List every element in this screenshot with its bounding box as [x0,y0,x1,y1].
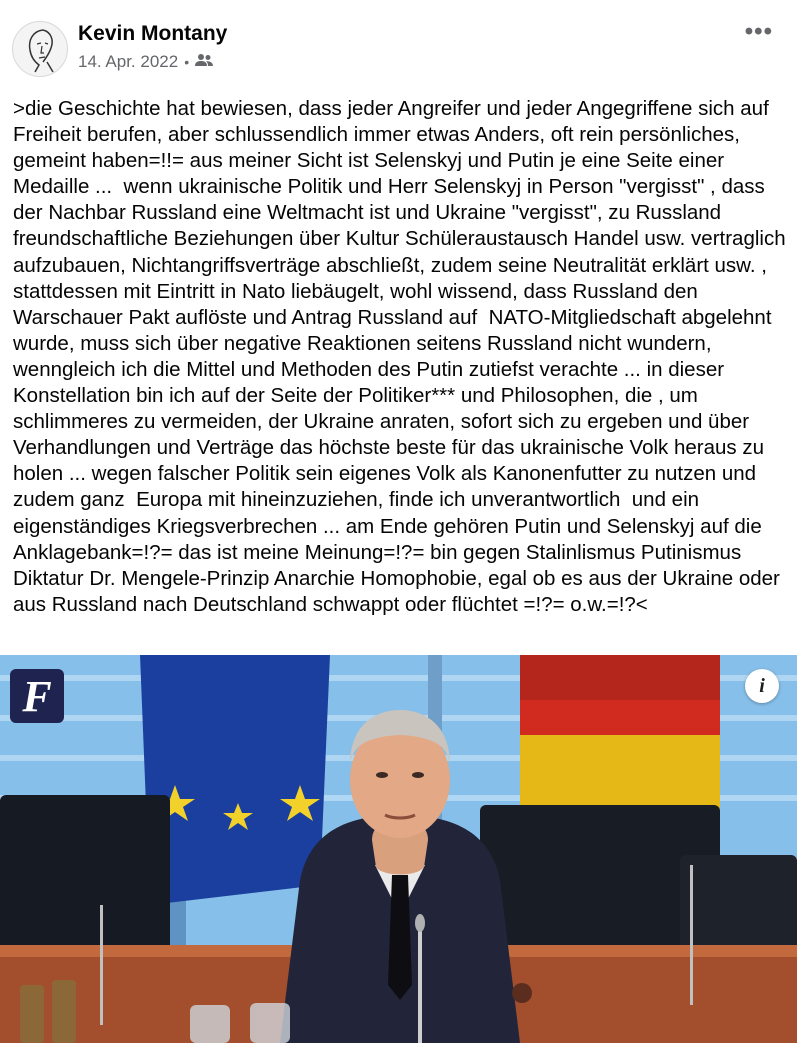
publisher-logo[interactable]: F [10,669,64,723]
avatar[interactable] [12,21,68,77]
more-options-button[interactable]: ••• [744,18,773,45]
meta-separator: • [184,54,190,70]
post-header [0,0,797,100]
friends-icon[interactable] [195,52,213,72]
post-text: >die Geschichte hat bewiesen, dass jeder Angreifer und jeder Angegriffene sich auf Freiheit berufen, aber schlussendlich immer etwas Anders, oft rein persönliches, gemeint haben=!!= aus meiner Sicht ist Selenskyj und Putin je eine Seite einer Medaille ... wenn ukrainische Politik und Herr Selenskyj in Person "vergisst" , dass der Nachbar Russland eine Weltmacht ist und Ukraine "vergisst", zu Russland freundschaftliche Beziehungen über Kultur Schüleraustausch Handel usw. vertraglich aufzubauen, Nichtangriffsverträge abschließt, zudem seine Neutralität erklärt usw. , stattdessen mit Eintritt in Nato liebäugelt, wohl wissend, dass Russland den Warschauer Pakt auflöste und Antrag Russland auf NATO-Mitgliedschaft abgelehnt wurde, muss sich über negative Reaktionen seitens Russland nicht wundern, wenngleich ich die Mittel und Methoden des Putin zutiefst verachte ... in dieser Konstellation bin ich auf der Seite der Politiker*** und Philosophen, die , um schlimmeres zu vermeiden, der Ukraine anraten, sofort sich zu ergeben und über Verhandlungen und Verträge das höchste beste für das ukrainische Volk heraus zu holen ... wegen falscher Politik sein eigenes Volk als Kanonenfutter zu nutzen und zudem ganz Europa mit hineinzuziehen, finde ich unverantwortlich und ein eigenständiges Kriegsverbrechen ... am Ende gehören Putin und Selenskyj auf die Anklagebank=!?= das ist meine Meinung=!?= bin gegen Stalinlismus Putinismus Diktatur Dr. Mengele-Prinzip Anarchie Homophobie, egal ob es aus der Ukraine oder aus Russland nach Deutschland schwappt oder flüchtet =!?= o.w.=!?< [13,97,792,616]
author-name[interactable]: Kevin Montany [78,22,228,45]
post-meta [78,52,213,72]
post-date[interactable]: 14. Apr. 2022 [78,52,179,71]
link-preview-image[interactable] [0,655,797,1043]
info-icon[interactable]: i [745,669,779,703]
